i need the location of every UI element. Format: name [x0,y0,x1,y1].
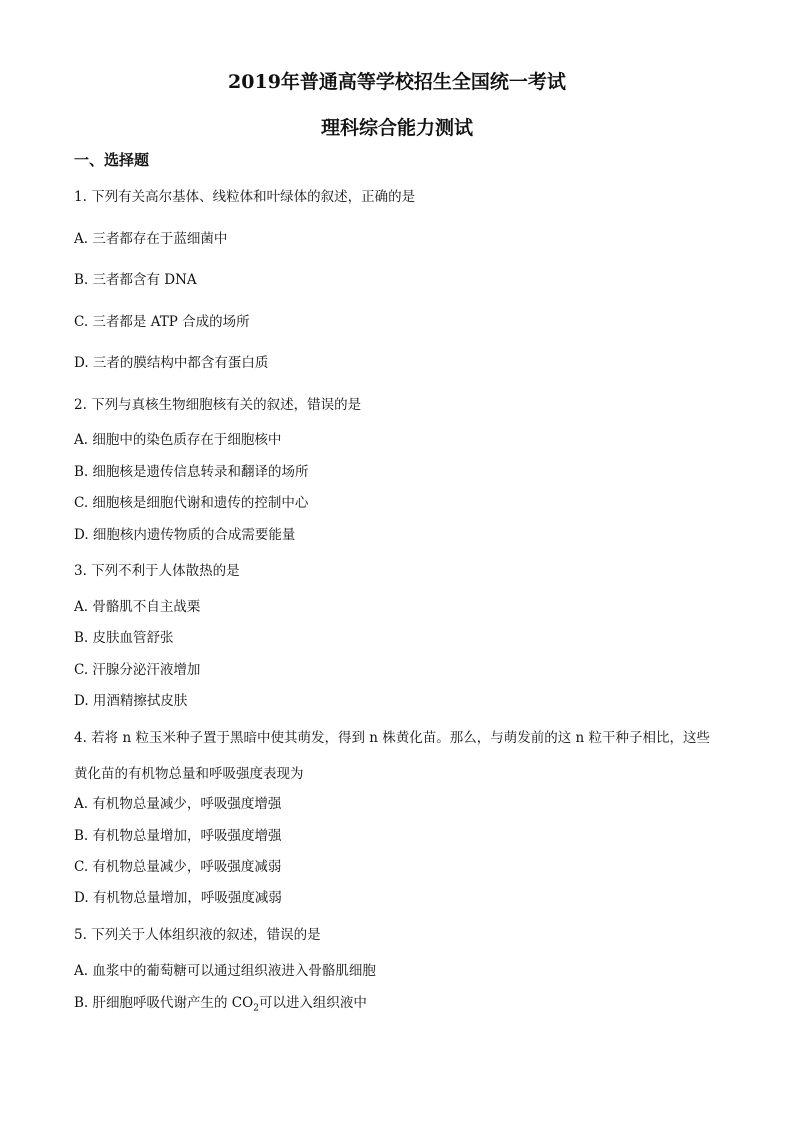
section-heading: 一、选择题 [74,151,150,169]
question-1-option-b: B. 三者都含有 DNA [74,272,197,288]
subscript-2: 2 [253,1003,259,1014]
question-5-option-b [74,993,367,1019]
exam-title: 2019年普通高等学校招生全国统一考试 [228,71,566,93]
question-4-stem-line-2: 黄化苗的有机物总量和呼吸强度表现为 [74,766,304,782]
question-5-stem: 5. 下列关于人体组织液的叙述，错误的是 [74,927,321,943]
question-3-option-a: A. 骨骼肌不自主战栗 [74,599,201,615]
question-4-option-a: A. 有机物总量减少，呼吸强度增强 [74,796,282,812]
question-3-stem: 3. 下列不利于人体散热的是 [74,563,240,579]
question-2-option-c: C. 细胞核是细胞代谢和遗传的控制中心 [74,495,309,511]
question-2-stem: 2. 下列与真核生物细胞核有关的叙述，错误的是 [74,397,362,413]
question-5-option-b-text-end: 可以进入组织液中 [258,995,367,1011]
question-1-option-c: C. 三者都是 ATP 合成的场所 [74,314,250,330]
question-3-option-c: C. 汗腺分泌汗液增加 [74,662,201,678]
question-2-option-a: A. 细胞中的染色质存在于细胞核中 [74,432,282,448]
question-2-option-b: B. 细胞核是遗传信息转录和翻译的场所 [74,464,309,480]
question-4-option-b: B. 有机物总量增加，呼吸强度增强 [74,828,282,844]
question-4-option-d: D. 有机物总量增加，呼吸强度减弱 [74,890,282,906]
question-1-option-a: A. 三者都存在于蓝细菌中 [74,231,228,247]
question-1-option-d: D. 三者的膜结构中都含有蛋白质 [74,355,269,371]
question-2-option-d: D. 细胞核内遗传物质的合成需要能量 [74,527,296,543]
question-4-stem-line-1: 4. 若将 n 粒玉米种子置于黑暗中使其萌发，得到 n 株黄化苗。那么，与萌发前的这 n 粒干种子相比，这些 [74,730,711,746]
question-3-option-d: D. 用酒精擦拭皮肤 [74,693,188,709]
question-5-option-b-text: B. 肝细胞呼吸代谢产生的 CO [74,995,254,1011]
question-4-option-c: C. 有机物总量减少，呼吸强度减弱 [74,859,282,875]
question-5-option-a: A. 血浆中的葡萄糖可以通过组织液进入骨骼肌细胞 [74,963,376,979]
exam-subtitle: 理科综合能力测试 [320,117,473,139]
question-1-stem: 1. 下列有关高尔基体、线粒体和叶绿体的叙述，正确的是 [74,189,416,205]
question-3-option-b: B. 皮肤血管舒张 [74,630,174,646]
